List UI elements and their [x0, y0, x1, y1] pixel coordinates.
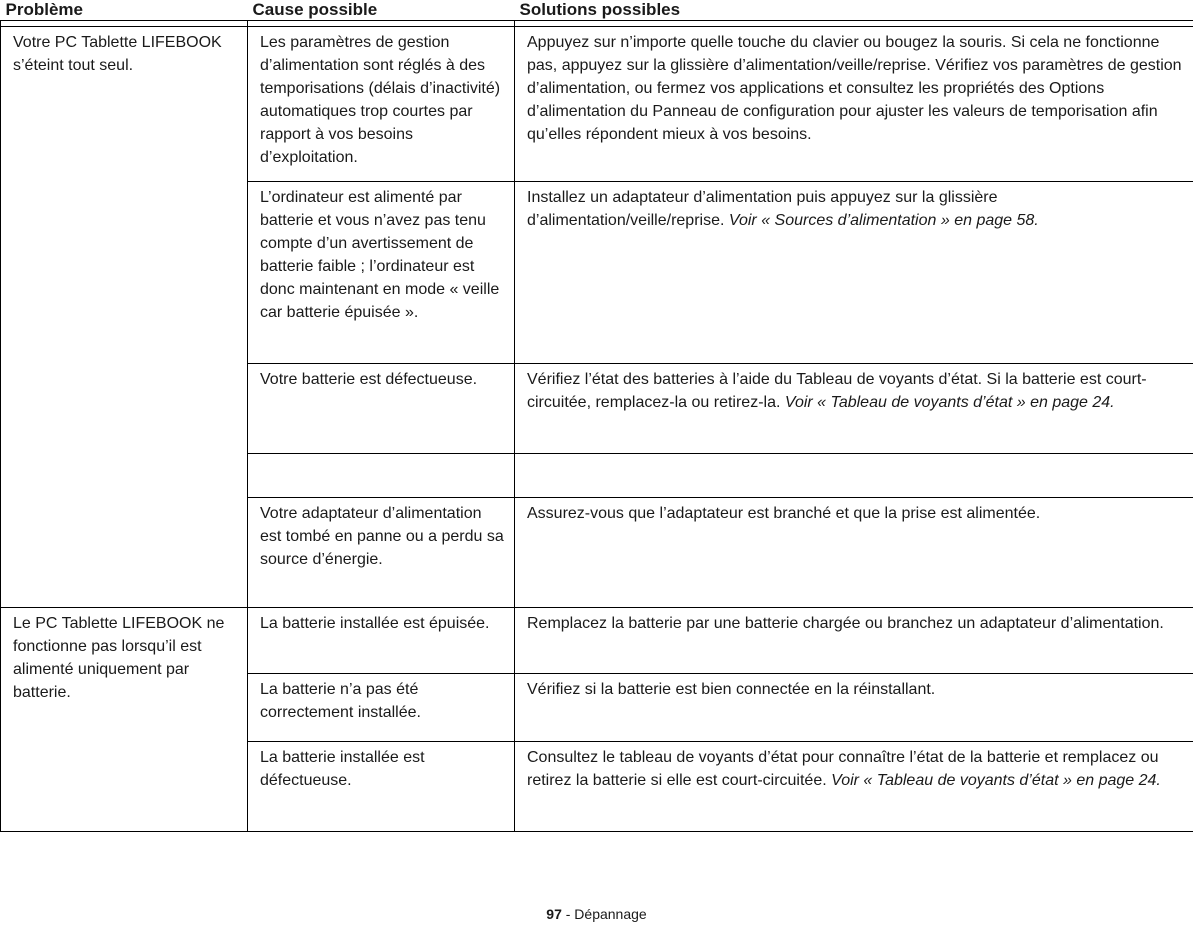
table-row	[1, 608, 1193, 674]
solution-text: Installez un adaptateur d’alimentation puis appuyez sur la glissière d’alimentation/veille/reprise.	[527, 189, 998, 229]
cause-cell: La batterie n’a pas été correctement installée.	[248, 674, 515, 742]
cause-cell: Votre adaptateur d’alimentation est tombé en panne ou a perdu sa source d’énergie.	[248, 498, 515, 608]
header-problem: Problème	[1, 0, 248, 21]
solution-cell	[515, 498, 1193, 608]
page-reference-link[interactable]: Voir « Tableau de voyants d’état » en page 24.	[831, 772, 1161, 789]
problem-cell: Votre PC Tablette LIFEBOOK s’éteint tout seul.	[1, 27, 248, 608]
solution-text: Vérifiez si la batterie est bien connectée en la réinstallant.	[527, 681, 936, 698]
solution-text: Consultez le tableau de voyants d’état pour connaître l’état de la batterie et remplacez ou retirez la batterie si elle est court-circuitée.	[527, 749, 1159, 789]
table-row	[1, 27, 1193, 182]
solution-cell	[515, 608, 1193, 674]
solution-cell	[515, 742, 1193, 832]
header-solutions: Solutions possibles	[515, 0, 1193, 21]
cause-cell: La batterie installée est défectueuse.	[248, 742, 515, 832]
cause-cell	[248, 454, 515, 498]
section-name: - Dépannage	[561, 906, 647, 922]
header-cause: Cause possible	[248, 0, 515, 21]
problem-cell: Le PC Tablette LIFEBOOK ne fonctionne pas lorsqu’il est alimenté uniquement par batterie.	[1, 608, 248, 832]
solution-text: Assurez-vous que l’adaptateur est branché et que la prise est alimentée.	[527, 505, 1041, 522]
page-reference-link[interactable]: Voir « Tableau de voyants d’état » en page 24.	[784, 394, 1115, 411]
solution-text: Remplacez la batterie par une batterie chargée ou branchez un adaptateur d’alimentation.	[527, 615, 1164, 632]
solution-cell	[515, 364, 1193, 454]
solution-cell	[515, 454, 1193, 498]
cause-cell: La batterie installée est épuisée.	[248, 608, 515, 674]
cause-cell: Votre batterie est défectueuse.	[248, 364, 515, 454]
solution-cell	[515, 674, 1193, 742]
solution-text: Appuyez sur n’importe quelle touche du clavier ou bougez la souris. Si cela ne fonctionne pas, appuyez sur la glissière d’alimentation/veille/reprise. Vérifiez vos paramètres de gestion d’alimentation, ou fermez vos applications et consultez les propriétés des Options d’alimentation du Panneau de configuration pour ajuster les valeurs de temporisation afin qu’elles répondent mieux à vos besoins.	[527, 34, 1182, 143]
page-reference-link[interactable]: Voir « Sources d’alimentation » en page 58.	[728, 212, 1039, 229]
cause-cell: Les paramètres de gestion d’alimentation sont réglés à des temporisations (délais d’inactivité) automatiques trop courtes par rapport à vos besoins d’exploitation.	[248, 27, 515, 182]
solution-cell	[515, 182, 1193, 364]
solution-text: Vérifiez l’état des batteries à l’aide du Tableau de voyants d’état. Si la batterie est court-circuitée, remplacez-la ou retirez-la.	[527, 371, 1147, 411]
page-footer	[0, 906, 1193, 922]
page-number: 97	[546, 906, 562, 922]
table-header-row	[1, 0, 1193, 21]
solution-cell	[515, 27, 1193, 182]
cause-cell: L’ordinateur est alimenté par batterie et vous n’avez pas tenu compte d’un avertissement de batterie faible ; l’ordinateur est donc maintenant en mode « veille car batterie épuisée ».	[248, 182, 515, 364]
